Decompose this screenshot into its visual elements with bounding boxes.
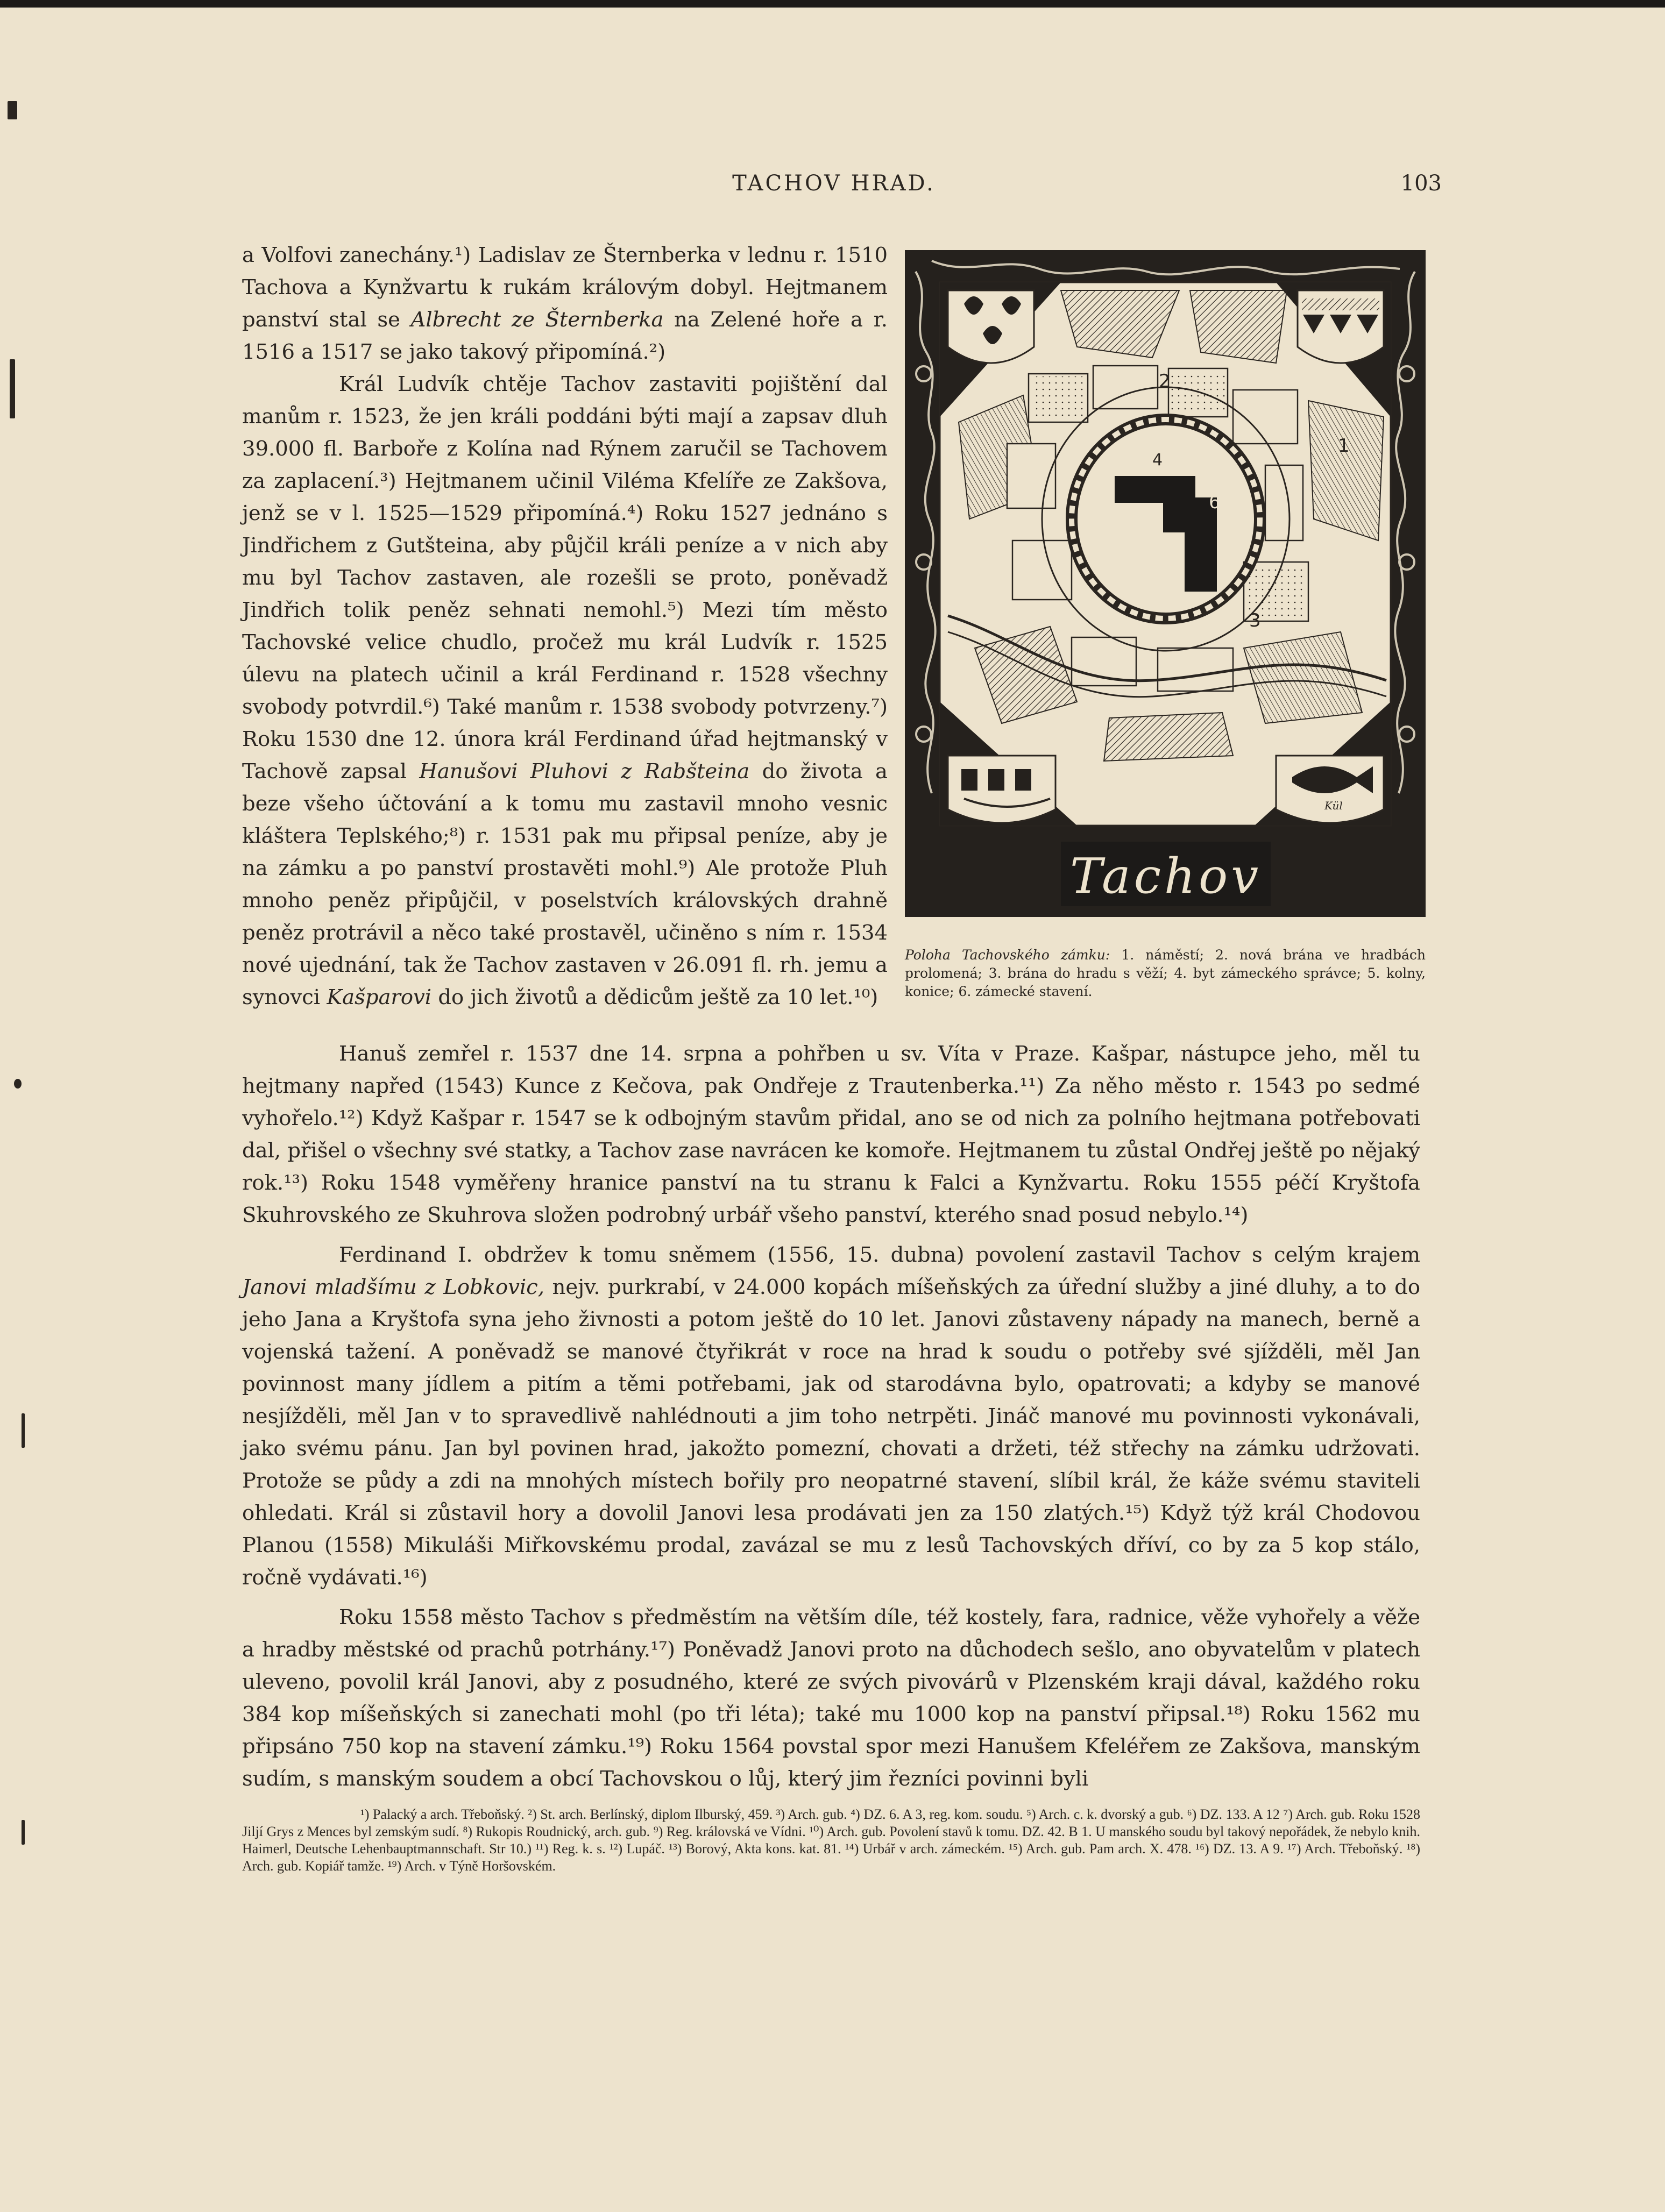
- paragraph: Král Ludvík chtěje Tachov zastaviti pojištění dal manům r. 1523, že jen králi poddáni býti mají a zapsav dluh 39.000 fl. Barboře z Kolína nad Rýnem zaručil se Tachovem za zaplacení.³) Hejtmanem učinil Viléma Kfelíře ze Zakšova, jenž se v l. 1525—1529 připomíná.⁴) Roku 1527 jednáno s Jindřichem z Gutšteina, aby půjčil králi peníze a v nich aby mu byl Tachov zastaven, ale rozešli se proto, poněvadž Jindřich tolik peněz sehnati nemohl.⁵) Mezi tím město Tachovské velice chudlo, pročež mu král Ludvík r. 1525 úlevu na platech učinil a král Ferdinand r. 1528 všechny svobody potvrdil.⁶) Také manům r. 1538 svobody potvrzeny.⁷) Roku 1530 dne 12. února král Ferdinand úřad hejtmanský v Tachově zapsal Hanušovi Pluhovi z Rabšteina do života a beze všeho účtování a k tomu mu zastavil mnoho vesnic kláštera Teplského;⁸) r. 1531 pak mu připsal peníze, aby je na zámku a po panství prostavěti mohl.⁹) Ale protože Pluh mnoho peněz připůjčil, v poselstvích královských drahně peněz protrávil a něco také prostavěl, učiněno s ním r. 1534 nové ujednání, tak že Tachov zastaven v 26.091 fl. rh. jemu a synovci Kašparovi do jich životů a dědicům ještě za 10 let.¹⁰): [242, 372, 888, 1009]
- figure-caption: [899, 946, 1431, 1001]
- left-column: [242, 239, 888, 1014]
- footnotes: [242, 1806, 1420, 1875]
- map-marker-3: 3: [1249, 610, 1261, 631]
- page-number: 103: [1400, 171, 1442, 196]
- scan-margin-mark: [8, 101, 17, 119]
- main-text: [242, 1038, 1420, 1795]
- paragraph: a Volfovi zanechány.¹) Ladislav ze Šternberka v lednu r. 1510 Tachova a Kynžvartu k rukám královým dobyl. Hejtmanem panství stal se Albrecht ze Šternberka na Zelené hoře a r. 1516 a 1517 se jako takový připomíná.²): [242, 243, 888, 364]
- scan-margin-mark: [22, 1820, 25, 1845]
- map-marker-6: 6: [1209, 492, 1221, 513]
- map-marker-1: 1: [1338, 435, 1350, 457]
- map-figure: [899, 239, 1431, 1001]
- artist-signature: Kül: [1324, 799, 1343, 812]
- caption-text: 1. náměstí; 2. nová brána ve hradbách prolomená; 3. brána do hradu s věží; 4. byt zámeckého správce; 5. kolny, konice; 6. zámecké stavení.: [905, 947, 1426, 999]
- scan-margin-mark: [14, 1079, 22, 1089]
- map-title: Tachov: [1069, 848, 1262, 905]
- map-marker-4: 4: [1152, 451, 1163, 470]
- tachov-map-illustration: [899, 239, 1431, 933]
- running-head: TACHOV HRAD.: [732, 171, 936, 196]
- paragraph: Ferdinand I. obdržev k tomu sněmem (1556, 15. dubna) povolení zastavil Tachov s celým krajem Janovi mladšímu z Lobkovic, nejv. purkrabí, v 24.000 kopách míšeňských za úřední služby a jiné dluhy, a to do jeho Jana a Kryštofa syna jeho živnosti a potom ještě do 10 let. Janovi zůstaveny nápady na manech, berně a vojenská tažení. A poněvadž se manové čtyřikrát v roce na hrad k soudu o potřeby své sjížděli, měl Jan povinnost many jídlem a pitím a těmi potřebami, jak od starodávna bylo, opatrovati; a kdyby se manové nesjížděli, měl Jan v to spravedlivě nahlédnouti a jim toho netrpěti. Jináč manové mu povinnosti vykonávali, jako svému pánu. Jan byl povinen hrad, jakožto pomezní, chovati a držeti, též střechy na zámku udržovati. Protože se půdy a zdi na mnohých místech bořily pro neopatrné stavení, slíbil král, že káže svému staviteli ohledati. Král si zůstavil hory a dovolil Janovi lesa prodávati jen za 150 zlatých.¹⁵) Když týž král Chodovou Planou (1558) Mikuláši Miřkovskému prodal, zavázal se mu z lesů Tachovských dříví, co by za 5 kop stálo, ročně vydávati.¹⁶): [242, 1243, 1420, 1590]
- paragraph: Roku 1558 město Tachov s předměstím na větším díle, též kostely, fara, radnice, věže vyhořely a věže a hradby městské od prachů potrhány.¹⁷) Poněvadž Janovi proto na důchodech sešlo, ano obyvatelům v platech uleveno, povolil král Janovi, aby z posudného, které ze svých pivovárů v Plzenském kraji dával, každého roku 384 kop míšeňských si zanechati mohl (po tři léta); také mu 1000 kop na panství připsal.¹⁸) Roku 1562 mu připsáno 750 kop na stavení zámku.¹⁹) Roku 1564 povstal spor mezi Hanušem Kfeléřem ze Zakšova, manským sudím, s manským soudem a obcí Tachovskou o lůj, který jim řezníci povinni byli: [242, 1605, 1420, 1791]
- scan-top-edge: [0, 0, 1665, 8]
- footnote-block: ¹) Palacký a arch. Třeboňský. ²) St. arch. Berlínský, diplom Ilburský, 459. ³) Arch. gub. ⁴) DZ. 6. A 3, reg. kom. soudu. ⁵) Arch. c. k. dvorský a gub. ⁶) DZ. 133. A 12 ⁷) Arch. gub. Roku 1528 Jiljí Grys z Mences byl zemským sudí. ⁸) Rukopis Roudnický, arch. gub. ⁹) Reg. královská ve Vídni. ¹⁰) Arch. gub. Povolení stavů k tomu. DZ. 42. B 1. U manského soudu byl takový nepořádek, že nebylo knih. Haimerl, Deutsche Lehenbauptmannschaft. Str 10.) ¹¹) Reg. k. s. ¹²) Lupáč. ¹³) Borový, Akta kons. kat. 81. ¹⁴) Urbář v arch. zámeckém. ¹⁵) Arch. gub. Pam arch. X. 478. ¹⁶) DZ. 13. A 9. ¹⁷) Arch. Třeboňský. ¹⁸) Arch. gub. Kopiář tamže. ¹⁹) Arch. v Týně Horšovském.: [242, 1806, 1420, 1874]
- scan-margin-mark: [10, 359, 15, 418]
- paragraph: Hanuš zemřel r. 1537 dne 14. srpna a pohřben u sv. Víta v Praze. Kašpar, nástupce jeho, měl tu hejtmany napřed (1543) Kunce z Kečova, pak Ondřeje z Trautenberka.¹¹) Za něho město r. 1543 po sedmé vyhořelo.¹²) Když Kašpar r. 1547 se k odbojným stavům přidal, ano se od nich za polního hejtmana potřebovati dal, přišel o všechny své statky, a Tachov zase navrácen ke komoře. Hejtmanem tu zůstal Ondřej ještě po nějaký rok.¹³) Roku 1548 vyměřeny hranice panství na tu stranu k Falci a Kynžvartu. Roku 1555 péčí Kryštofa Skuhrovského ze Skuhrova složen podrobný urbář všeho panství, kterého snad posud nebylo.¹⁴): [242, 1042, 1420, 1227]
- scan-margin-mark: [22, 1413, 25, 1448]
- caption-title: Poloha Tachovského zámku:: [905, 947, 1110, 963]
- map-marker-2: 2: [1159, 371, 1171, 392]
